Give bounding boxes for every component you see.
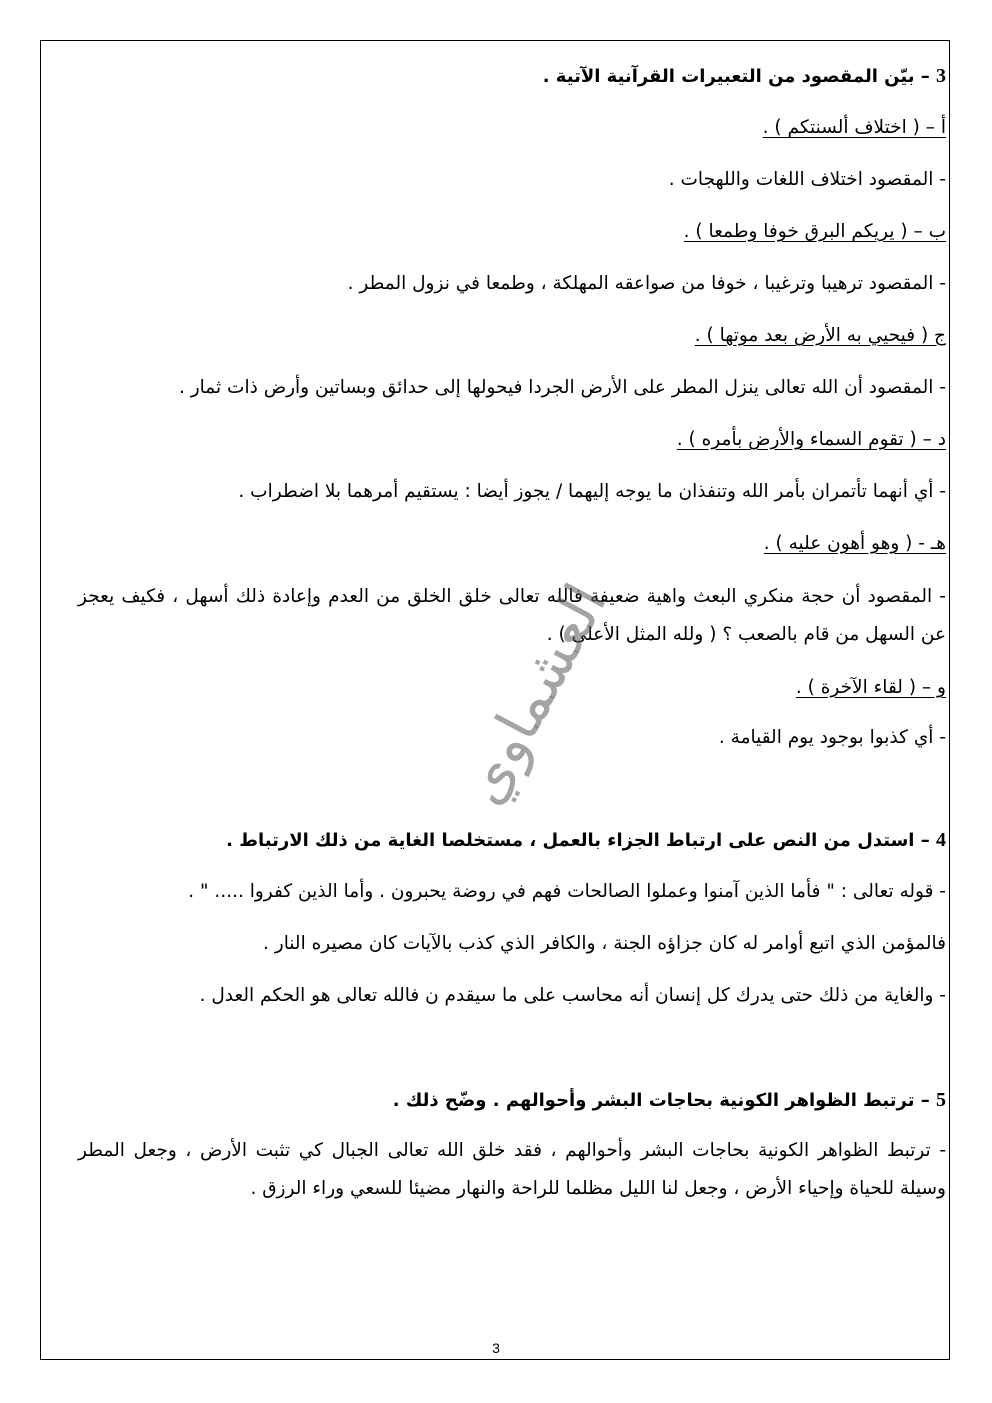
question-3-number: 3: [936, 65, 946, 87]
item-c-answer: - المقصود أن الله تعالى ينزل المطر على الأرض الجردا فيحولها إلى حدائق وبساتين وأرض ذات ثمار .: [178, 377, 946, 398]
item-e-answer: - المقصود أن حجة منكري البعث واهية ضعيفة فالله تعالى خلق الخلق من العدم وإعادة ذلك أسهل ، فكيف يعجز عن السهل من قام بالصعب ؟ ( ولله المثل الأعلى ) .: [78, 586, 946, 645]
question-4-line-2: فالمؤمن الذي اتبع أوامر له كان جزاؤه الجنة ، والكافر الذي كذب بالآيات كان مصيره النار .: [263, 933, 946, 954]
item-f-label: و – ( لقاء الآخرة ) .: [795, 677, 946, 698]
item-c-label: ج ( فيحيي به الأرض بعد موتها ) .: [694, 325, 946, 346]
item-d-answer: - أي أنهما تأتمران بأمر الله وتنفذان ما يوجه إليهما / يجوز أيضا : يستقيم أمرهما بلا اضطراب .: [238, 481, 946, 502]
question-5-text: – ترتبط الظواهر الكونية بحاجات البشر وأحوالهم . وضّح ذلك .: [392, 1090, 936, 1111]
question-3-heading: [78, 56, 946, 97]
question-3-text: – بيّن المقصود من التعبيرات القرآنية الآتية .: [542, 66, 936, 87]
question-4-heading: [78, 820, 946, 861]
question-4-number: 4: [936, 829, 946, 851]
item-d-label: د – ( تقوم السماء والأرض بأمره ) .: [676, 429, 946, 450]
item-e-label: هـ - ( وهو أهون عليه ) .: [763, 533, 946, 554]
item-a-answer: - المقصود اختلاف اللغات واللهجات .: [668, 169, 946, 190]
item-b-answer: - المقصود ترهيبا وترغيبا ، خوفا من صواعقه المهلكة ، وطمعا في نزول المطر .: [347, 273, 946, 294]
question-4-line-1: - قوله تعالى : " فأما الذين آمنوا وعملوا الصالحات فهم في روضة يحبرون . وأما الذين كفروا ..... " .: [188, 881, 946, 902]
question-4-text: – استدل من النص على ارتباط الجزاء بالعمل ، مستخلصا الغاية من ذلك الارتباط .: [226, 830, 936, 851]
question-5-answer: - ترتبط الظواهر الكونية بحاجات البشر وأحوالهم ، فقد خلق الله تعالى الجبال كي تثبت الأرض ، وجعل المطر وسيلة للحياة وإحياء الأرض ، وجعل لنا الليل مظلما للراحة والنهار مضيئا للسعي وراء الرزق .: [78, 1140, 946, 1199]
question-4-line-3: - والغاية من ذلك حتى يدرك كل إنسان أنه محاسب على ما سيقدم ن فالله تعالى هو الحكم العدل .: [199, 985, 946, 1006]
watermark-text: العشماوي: [448, 572, 620, 816]
question-5-number: 5: [936, 1089, 946, 1111]
item-b-label: ب – ( يريكم البرق خوفا وطمعا ) .: [683, 221, 946, 242]
page-number: 3: [492, 1340, 500, 1356]
item-a-label: أ – ( اختلاف ألسنتكم ) .: [762, 117, 946, 138]
question-5-heading: [78, 1080, 946, 1121]
item-f-answer: - أي كذبوا بوجود يوم القيامة .: [718, 727, 946, 748]
